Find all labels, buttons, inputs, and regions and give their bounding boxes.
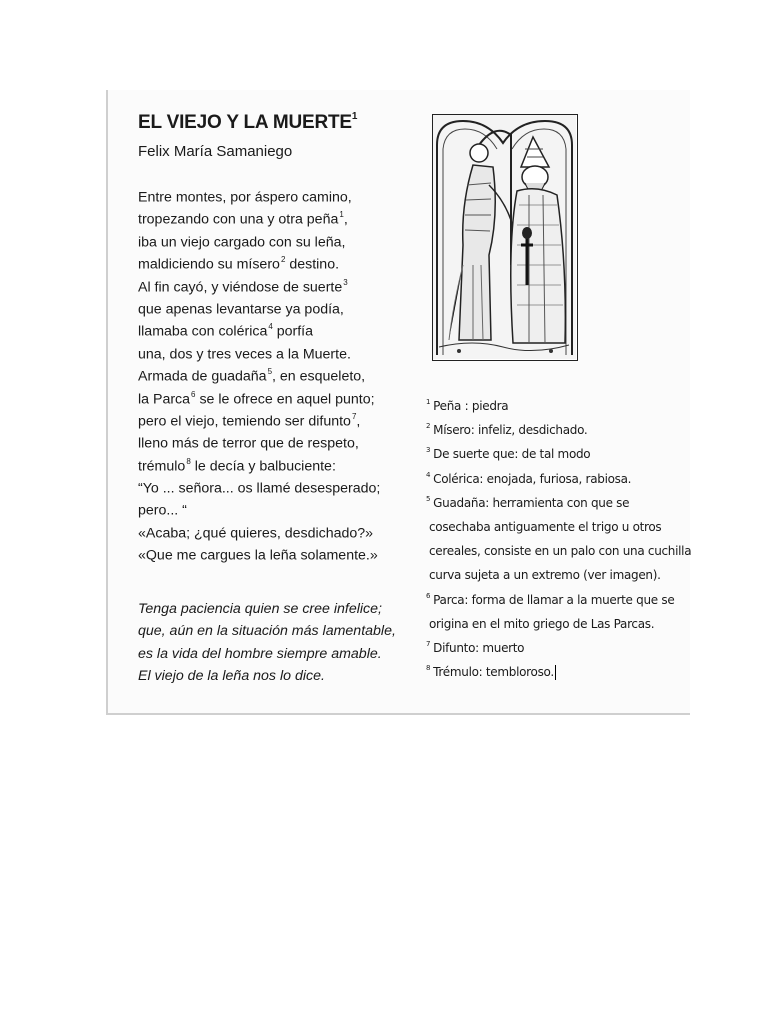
moral-line: Tenga paciencia quien se cree infelice; — [138, 601, 382, 617]
moral-line: El viejo de la leña nos lo dice. — [138, 668, 325, 685]
poem-line: lleno más de terror que de respeto, — [138, 436, 359, 453]
poem-line: Al fin cayó, y viéndose de suerte$^3$ — [138, 277, 348, 296]
footnote-continuation: origina en el mito griego de Las Parcas. — [429, 616, 655, 631]
footnote: $^3$ De suerte que: de tal modo — [426, 446, 591, 462]
poem-title: EL VIEJO Y LA MUERTE$^1$ — [138, 110, 358, 133]
poem-author: Felix María Samaniego — [138, 143, 293, 160]
footnote: $^2$ Mísero: infeliz, desdichado. — [426, 422, 588, 438]
poem-line: que apenas levantarse ya podía, — [138, 301, 344, 318]
footnote: $^6$ Parca: forma de llamar a la muerte que se — [426, 591, 675, 607]
footnote-continuation: cereales, consiste en un palo con una cuchilla — [429, 544, 692, 559]
poem-line: iba un viejo cargado con su leña, — [138, 234, 346, 251]
moral-line: es la vida del hombre siempre amable. — [138, 645, 382, 662]
poem-line: pero... “ — [138, 503, 187, 520]
poem-line: la Parca$^6$ se le ofrece en aquel punto; — [138, 389, 375, 408]
footnote: $^5$ Guadaña: herramienta con que se — [426, 494, 630, 510]
poem-moral — [138, 598, 396, 688]
poem-line: Entre montes, por áspero camino, — [138, 189, 352, 206]
poem-line: “Yo ... señora... os llamé desesperado; — [138, 480, 381, 497]
footnotes — [426, 391, 691, 681]
poem-line: Armada de guadaña$^5$, en esqueleto, — [138, 367, 366, 385]
moral-line: que, aún en la situación más lamentable, — [138, 623, 396, 640]
poem-line: «Que me cargues la leña solamente.» — [138, 547, 378, 564]
document-page — [106, 90, 690, 715]
poem-line: tropezando con una y otra peña$^1$, — [138, 210, 348, 229]
poem-line: maldiciendo su mísero$^2$ destino. — [138, 255, 340, 273]
poem-line: trémulo$^8$ le decía y balbuciente: — [138, 456, 336, 475]
poem-line: una, dos y tres veces a la Muerte. — [138, 346, 351, 363]
poem-line: pero el viejo, temiendo ser difunto$^7$, — [138, 411, 361, 430]
woodcut-illustration — [432, 114, 578, 361]
poem-body — [138, 183, 381, 564]
footnote-continuation: curva sujeta a un extremo (ver imagen). — [429, 568, 661, 583]
footnote-continuation: cosechaba antiguamente el trigo u otros — [429, 519, 662, 534]
death-and-old-man-image — [433, 115, 576, 359]
poem-line: «Acaba; ¿qué quieres, desdichado?» — [138, 525, 374, 542]
footnote: $^1$ Peña : piedra — [426, 398, 509, 413]
text-cursor[interactable] — [555, 665, 556, 680]
footnote: $^8$ Trémulo: tembloroso. — [426, 664, 554, 680]
footnote: $^7$ Difunto: muerto — [426, 639, 525, 655]
footnote: $^4$ Colérica: enojada, furiosa, rabiosa. — [426, 470, 632, 486]
poem-line: llamaba con colérica$^4$ porfía — [138, 322, 314, 341]
